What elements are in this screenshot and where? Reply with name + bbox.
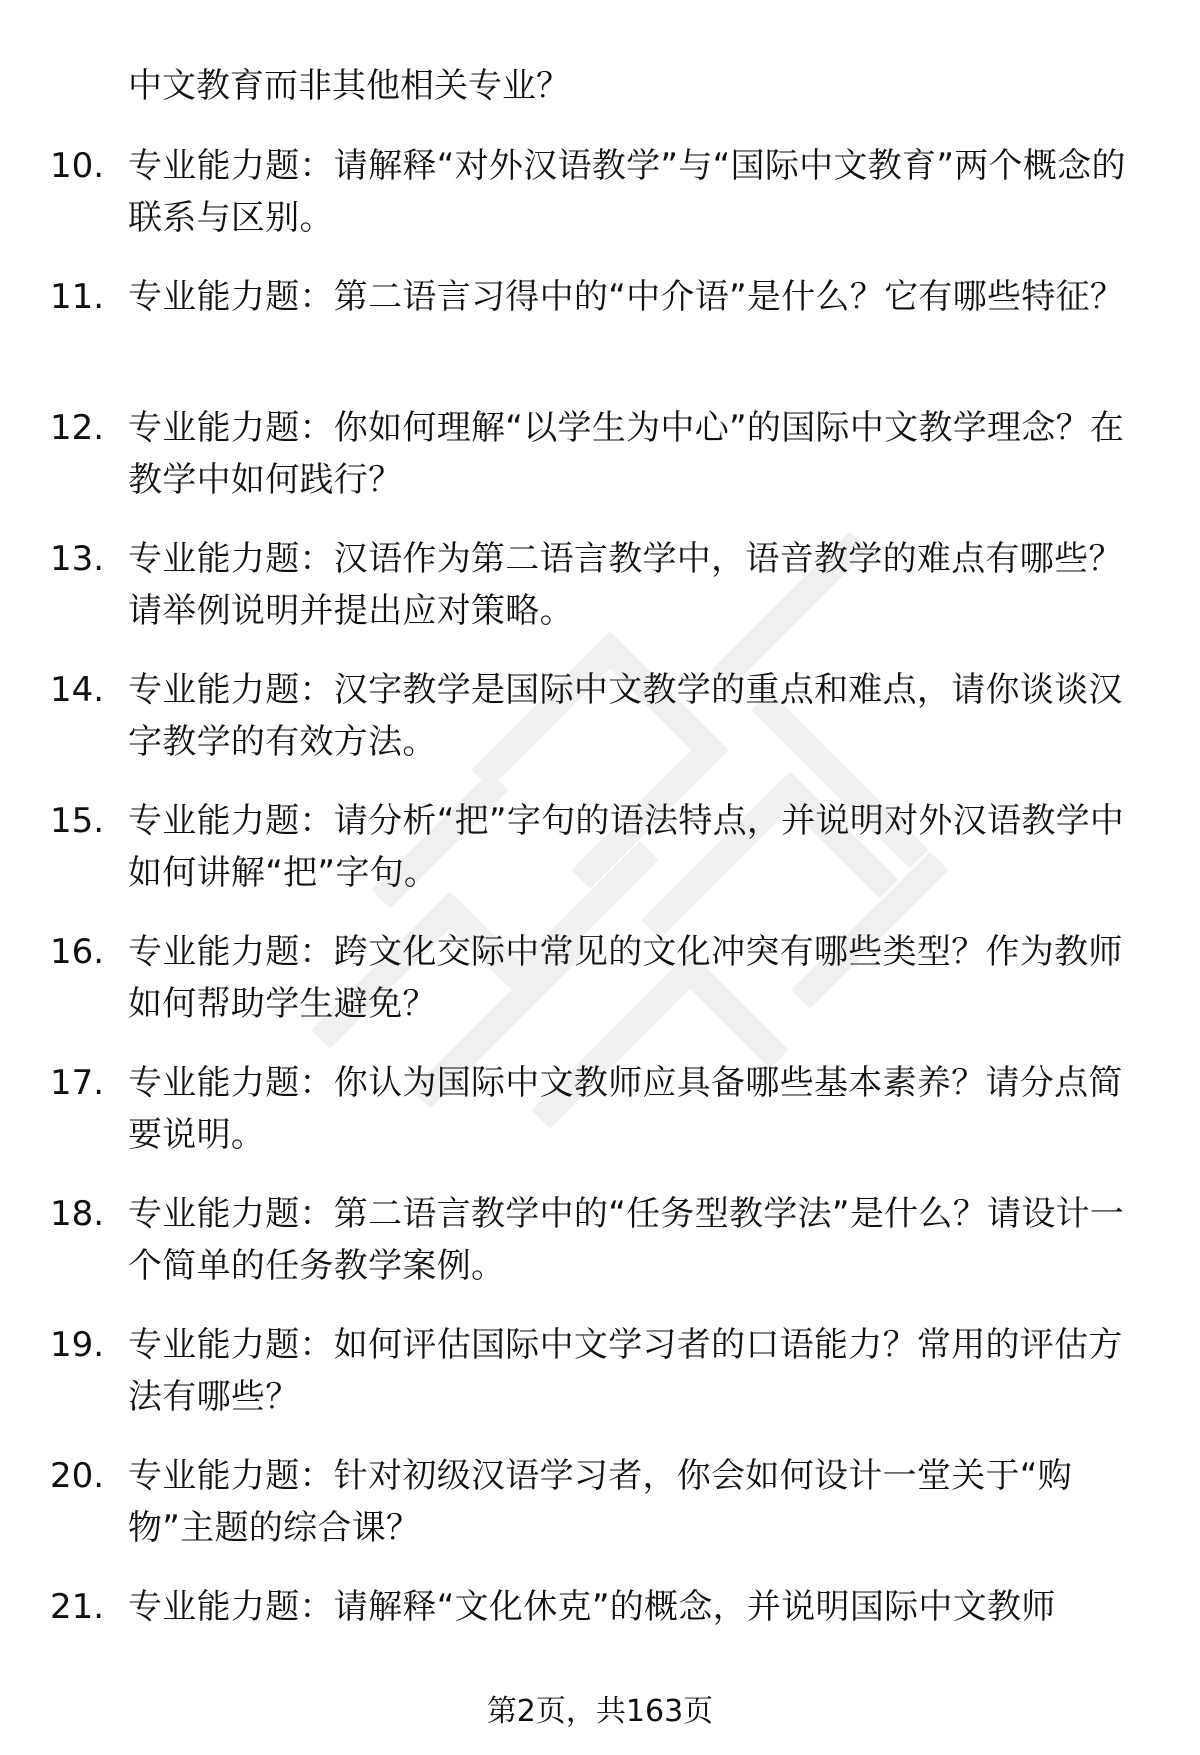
question-number: 19. bbox=[50, 1325, 105, 1365]
question-text: 专业能力题：汉字教学是国际中文教学的重点和难点，请你谈谈汉字教学的有效方法。 bbox=[128, 670, 1123, 762]
question-text: 专业能力题：针对初级汉语学习者，你会如何设计一堂关于“购物”主题的综合课？ bbox=[128, 1456, 1073, 1548]
question-number: 17. bbox=[50, 1063, 105, 1103]
question-item bbox=[0, 533, 1200, 664]
question-number: 18. bbox=[50, 1194, 105, 1234]
question-text: 专业能力题：请分析“把”字句的语法特点，并说明对外汉语教学中如何讲解“把”字句。 bbox=[128, 801, 1125, 893]
question-text: 专业能力题：第二语言教学中的“任务型教学法”是什么？请设计一个简单的任务教学案例。 bbox=[128, 1194, 1125, 1286]
question-text: 专业能力题：跨文化交际中常见的文化冲突有哪些类型？作为教师如何帮助学生避免？ bbox=[128, 932, 1123, 1024]
question-item bbox=[0, 1319, 1200, 1450]
question-item bbox=[0, 1057, 1200, 1188]
question-text: 专业能力题：第二语言习得中的“中介语”是什么？它有哪些特征？ bbox=[128, 277, 1125, 317]
question-number: 12. bbox=[50, 408, 105, 448]
question-number: 20. bbox=[50, 1456, 105, 1496]
question-item bbox=[0, 664, 1200, 795]
page-footer: 第2页，共163页 bbox=[486, 1694, 714, 1729]
question-number: 16. bbox=[50, 932, 105, 972]
question-item bbox=[0, 926, 1200, 1057]
question-number: 13. bbox=[50, 539, 105, 579]
question-item bbox=[0, 402, 1200, 533]
question-text: 专业能力题：你如何理解“以学生为中心”的国际中文教学理念？在教学中如何践行？ bbox=[128, 408, 1125, 500]
question-text: 专业能力题：请解释“对外汉语教学”与“国际中文教育”两个概念的联系与区别。 bbox=[128, 146, 1126, 238]
question-number: 11. bbox=[50, 277, 105, 317]
question-item bbox=[0, 795, 1200, 926]
question-text: 专业能力题：如何评估国际中文学习者的口语能力？常用的评估方法有哪些？ bbox=[128, 1325, 1123, 1417]
question-item bbox=[0, 271, 1200, 402]
question-item bbox=[0, 140, 1200, 271]
question-number: 14. bbox=[50, 670, 105, 710]
question-text: 专业能力题：你认为国际中文教师应具备哪些基本素养？请分点简要说明。 bbox=[128, 1063, 1123, 1155]
question-item bbox=[0, 1188, 1200, 1319]
continuation-text: 中文教育而非其他相关专业？ bbox=[128, 66, 570, 106]
question-item bbox=[0, 1450, 1200, 1581]
question-number: 10. bbox=[50, 146, 105, 186]
question-text: 专业能力题：汉语作为第二语言教学中，语音教学的难点有哪些？请举例说明并提出应对策略。 bbox=[128, 539, 1123, 631]
question-number: 21. bbox=[50, 1587, 105, 1627]
question-text: 专业能力题：请解释“文化休克”的概念，并说明国际中文教师 bbox=[128, 1587, 1056, 1627]
question-number: 15. bbox=[50, 801, 105, 841]
question-list bbox=[0, 140, 1200, 1712]
